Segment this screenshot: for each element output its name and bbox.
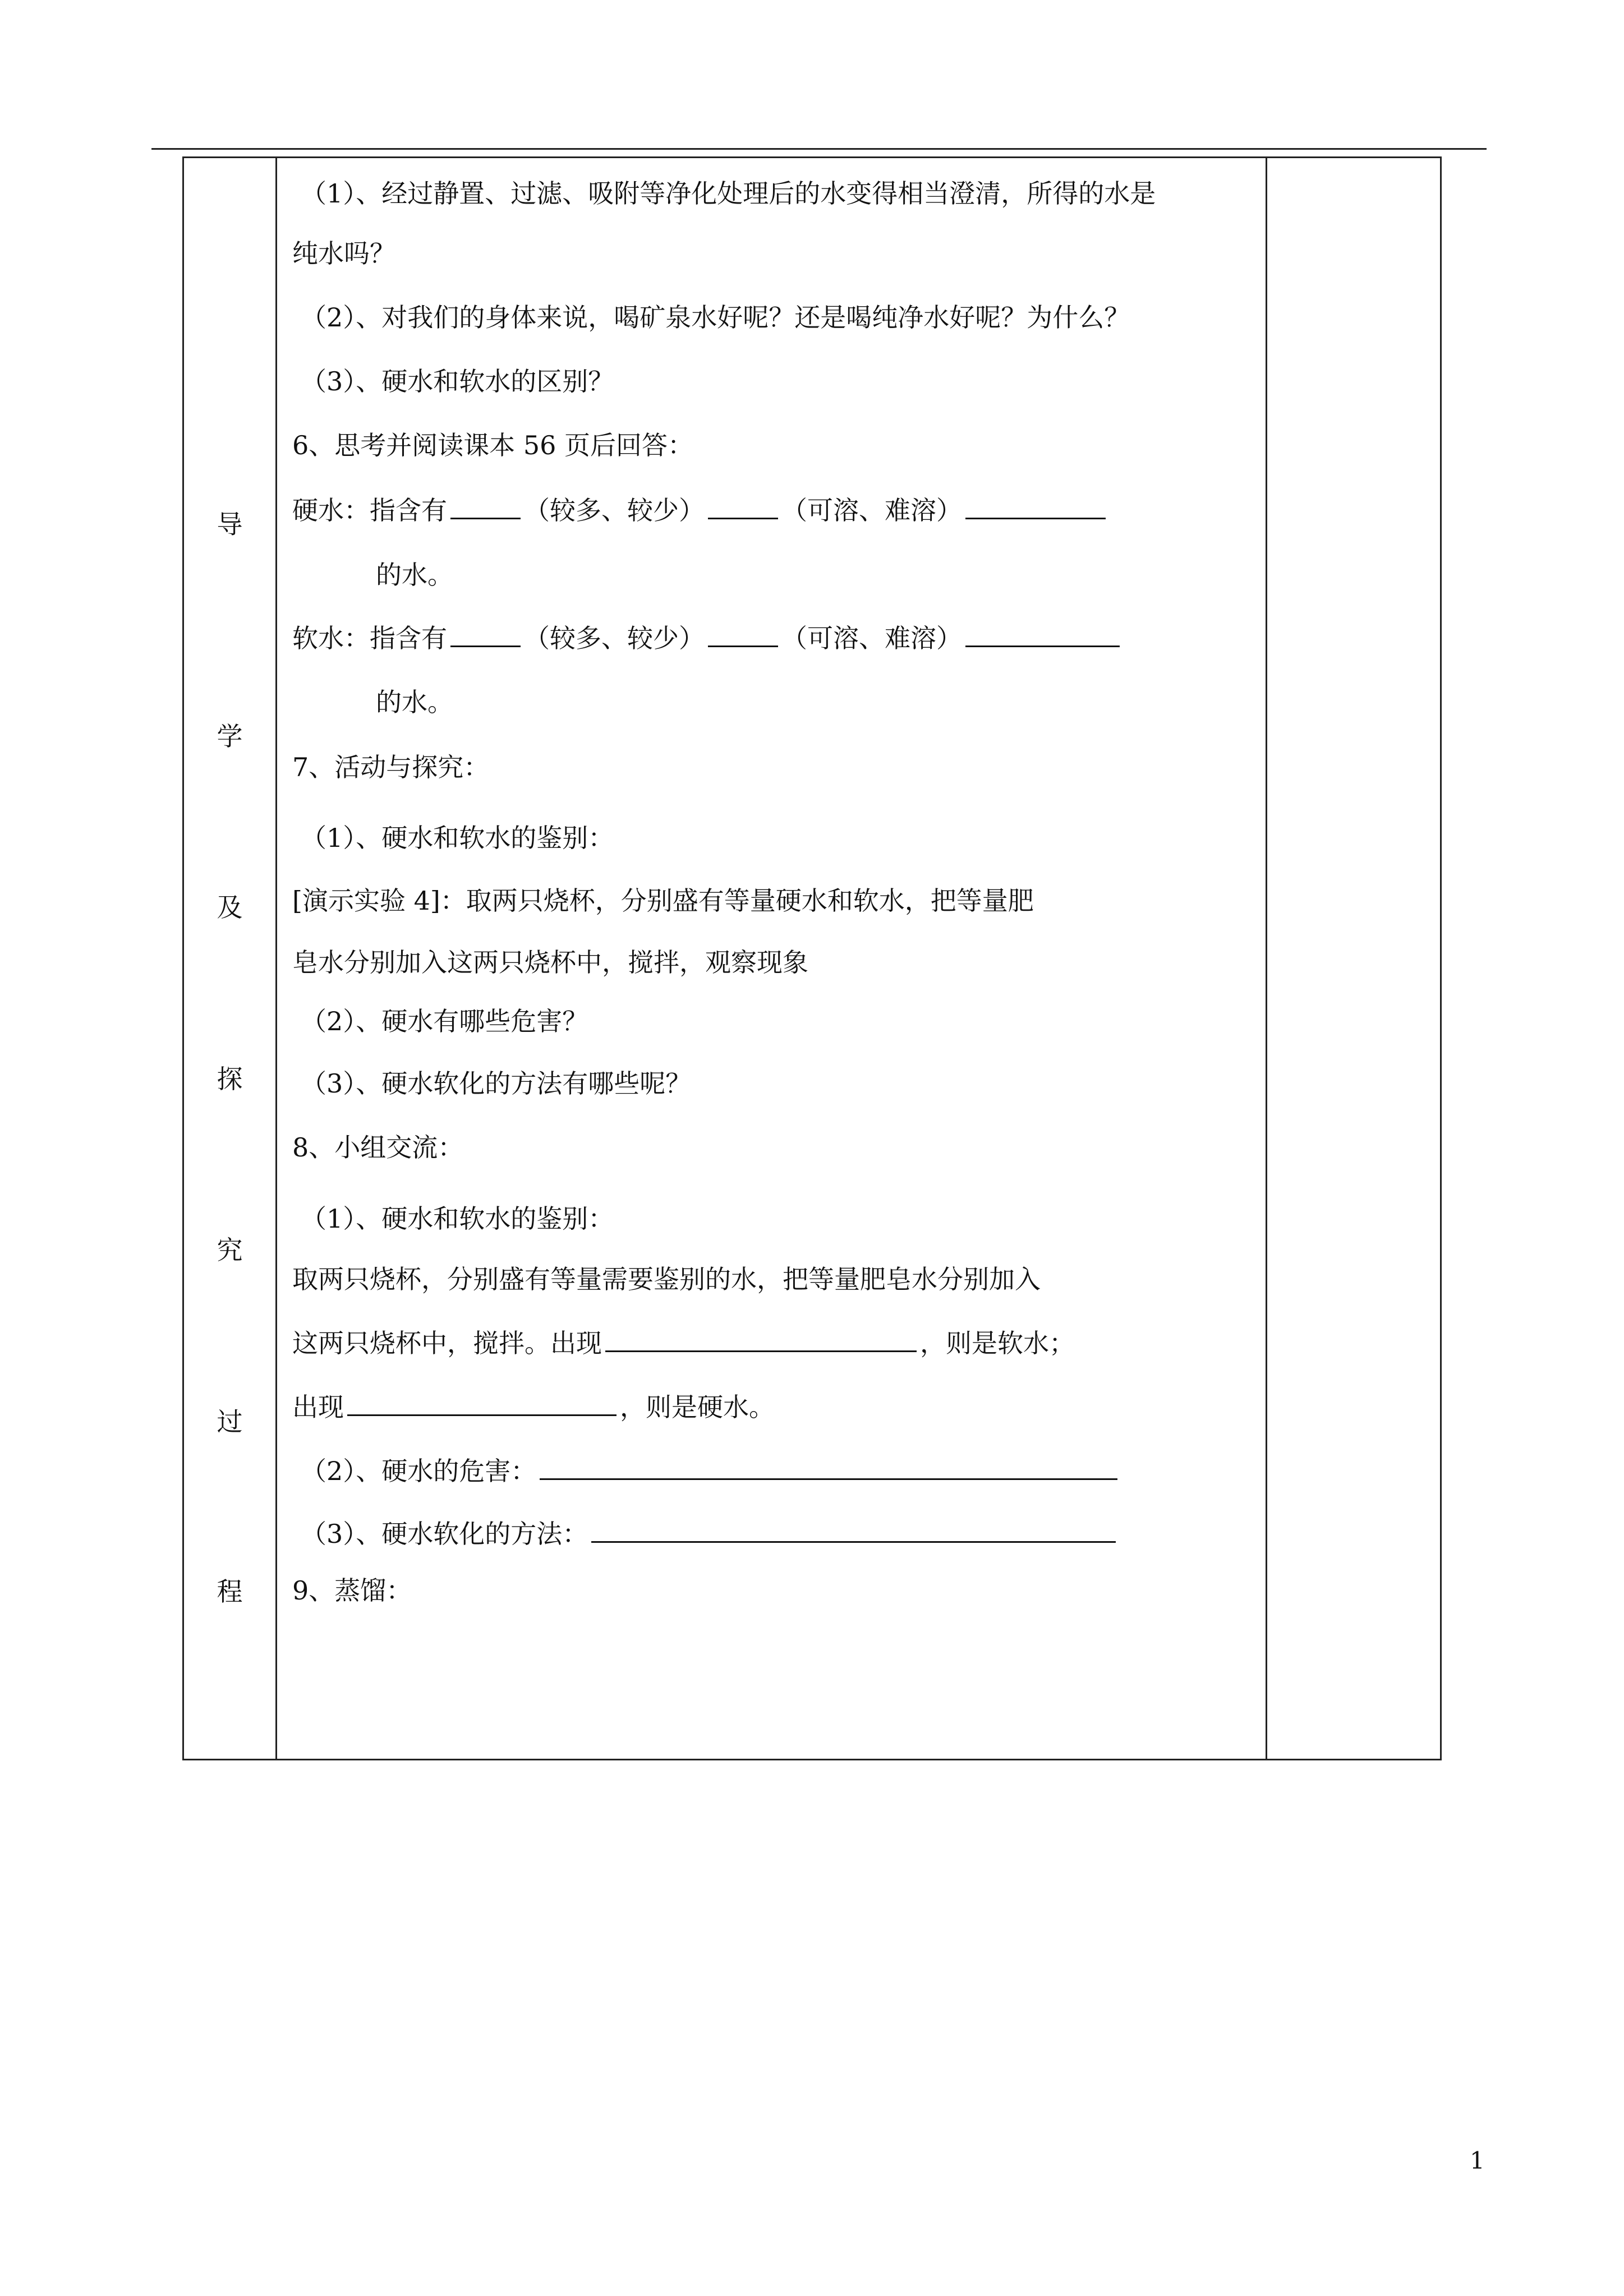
section-8-heading: 8、小组交流： <box>292 1132 464 1163</box>
soft-water-result-suffix: ，则是软水； <box>920 1328 1075 1358</box>
section-7-item-1: （1）、硬水和软水的鉴别： <box>301 823 614 853</box>
column-divider-left <box>275 158 277 1759</box>
section-6-heading: 6、思考并阅读课本 56 页后回答： <box>292 430 694 460</box>
question-2: （2）、对我们的身体来说，喝矿泉水好呢？还是喝纯净水好呢？为什么？ <box>301 302 1130 333</box>
soft-water-option-amount: （较多、较少） <box>524 623 705 653</box>
fill-blank[interactable] <box>605 1330 917 1352</box>
hard-water-definition-end: 的水。 <box>376 560 453 590</box>
fill-blank[interactable] <box>965 497 1106 519</box>
softening-method-label: （3）、硬水软化的方法： <box>301 1519 588 1549</box>
question-3: （3）、硬水和软水的区别？ <box>301 366 614 397</box>
column-divider-right <box>1266 158 1267 1759</box>
fill-blank[interactable] <box>347 1394 617 1416</box>
section-8-paragraph-line-1: 取两只烧杯，分别盛有等量需要鉴别的水，把等量肥皂水分别加入 <box>292 1264 1041 1294</box>
fill-blank[interactable] <box>708 497 778 519</box>
soft-water-definition-end: 的水。 <box>376 687 453 717</box>
question-1-line-2: 纯水吗？ <box>292 238 395 269</box>
soft-water-label: 软水：指含有 <box>292 623 447 653</box>
side-title-char: 导 <box>217 509 243 540</box>
side-title-char: 过 <box>217 1407 243 1437</box>
side-title-char: 程 <box>217 1576 243 1607</box>
hard-water-label: 硬水：指含有 <box>292 495 447 525</box>
demo-experiment-line-2: 皂水分别加入这两只烧杯中，搅拌，观察现象 <box>292 947 808 978</box>
side-title-char: 探 <box>217 1064 243 1094</box>
fill-blank[interactable] <box>965 625 1120 647</box>
soft-water-option-solubility: （可溶、难溶） <box>781 623 962 653</box>
hard-water-harm-label: （2）、硬水的危害： <box>301 1456 537 1486</box>
section-7-item-2: （2）、硬水有哪些危害？ <box>301 1006 588 1036</box>
fill-blank[interactable] <box>708 625 778 647</box>
fill-blank[interactable] <box>450 497 521 519</box>
section-9-heading: 9、蒸馏： <box>292 1575 412 1606</box>
section-8-item-1: （1）、硬水和软水的鉴别： <box>301 1204 614 1234</box>
hard-water-option-solubility: （可溶、难溶） <box>781 495 962 525</box>
section-8-item-3 <box>301 1518 1119 1550</box>
fill-blank[interactable] <box>450 625 521 647</box>
fill-blank[interactable] <box>591 1521 1116 1543</box>
section-8-item-2 <box>301 1455 1121 1487</box>
side-title-char: 究 <box>217 1235 243 1265</box>
section-8-paragraph-line-2 <box>292 1327 1075 1359</box>
fill-blank[interactable] <box>540 1458 1117 1480</box>
question-1-line-1: （1）、经过静置、过滤、吸附等净化处理后的水变得相当澄清，所得的水是 <box>301 178 1156 209</box>
soft-water-result-prefix: 这两只烧杯中，搅拌。出现 <box>292 1328 602 1358</box>
page-number: 1 <box>1470 2147 1485 2174</box>
soft-water-definition <box>292 623 1123 654</box>
hard-water-result-prefix: 出现 <box>292 1392 344 1422</box>
side-title-char: 学 <box>217 721 243 751</box>
hard-water-result-suffix: ，则是硬水。 <box>620 1392 775 1422</box>
demo-experiment-line-1: [演示实验 4]：取两只烧杯，分别盛有等量硬水和软水，把等量肥 <box>292 886 1034 916</box>
header-rule <box>151 148 1487 150</box>
hard-water-option-amount: （较多、较少） <box>524 495 705 525</box>
hard-water-definition <box>292 495 1109 526</box>
section-8-paragraph-line-3 <box>292 1391 775 1423</box>
side-title-char: 及 <box>217 892 243 923</box>
section-7-item-3: （3）、硬水软化的方法有哪些呢？ <box>301 1068 692 1099</box>
section-7-heading: 7、活动与探究： <box>292 752 490 782</box>
